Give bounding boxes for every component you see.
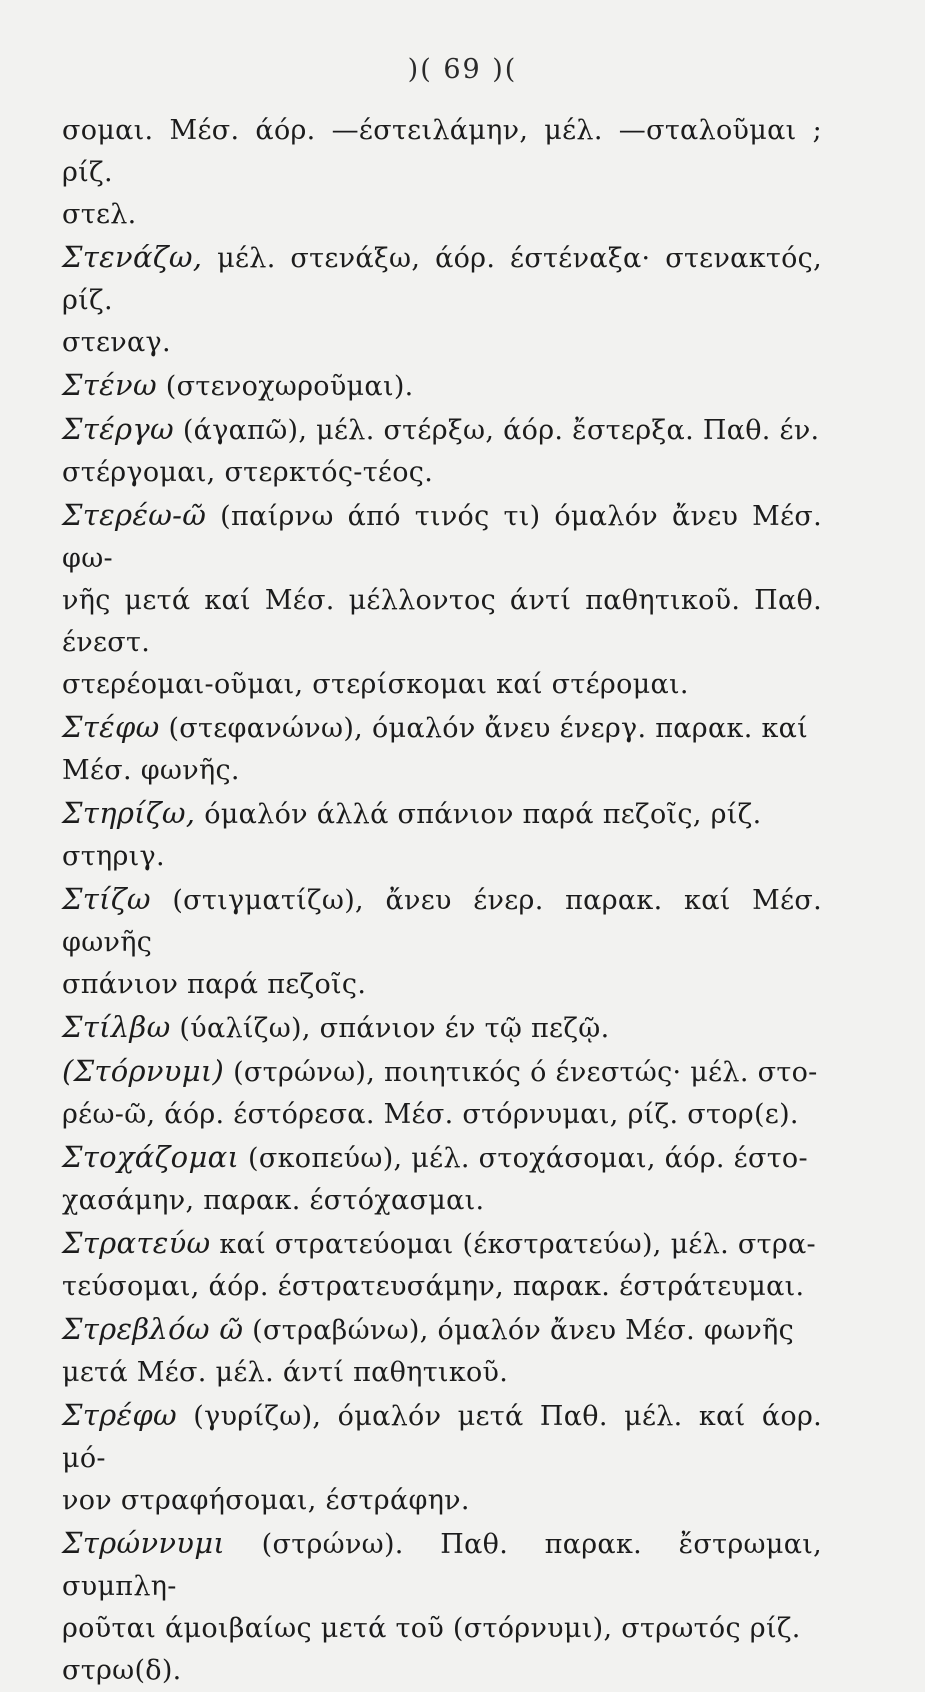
entry-line: σπάνιον παρά πεζοῖς. — [62, 969, 367, 1000]
entry-line: στερέομαι-οῦμαι, στερίσκομαι καί στέρομαι. — [62, 669, 689, 700]
entry-line: χασάμην, παρακ. έστόχασμαι. — [62, 1185, 485, 1216]
entry-headword: Στενάζω, — [62, 240, 203, 274]
entry-line: τεύσομαι, άόρ. έστρατευσάμην, παρακ. έστράτευμαι. — [62, 1271, 805, 1302]
entry-headword: Στέργω — [62, 412, 174, 446]
entry-line: (γυρίζω), όμαλόν μετά Παθ. μέλ. καί άορ. μό- — [62, 1401, 823, 1474]
entry-headword: Στίζω — [62, 882, 151, 916]
dictionary-entry — [62, 364, 822, 408]
entry-line: (ύαλίζω), σπάνιον έν τῷ πεζῷ. — [179, 1013, 610, 1044]
entry-headword: Στένω — [62, 368, 157, 402]
entry-headword: Στρεβλόω ῶ — [62, 1312, 244, 1346]
dictionary-entry — [62, 1308, 822, 1394]
entry-line: νῆς μετά καί Μέσ. μέλλοντος άντί παθητικοῦ. Παθ. ένεστ. — [62, 585, 822, 658]
entry-line: (στενοχωροῦμαι). — [165, 371, 414, 402]
entry-headword: Στρατεύω — [62, 1226, 211, 1260]
entry-line: (στρώνω). Παθ. παρακ. ἔστρωμαι, συμπλη- — [62, 1529, 822, 1602]
entry-line: (στραβώνω), όμαλόν ἄνευ Μέσ. φωνῆς — [252, 1315, 795, 1346]
entry-headword: Στίλβω — [62, 1010, 171, 1044]
entry-line: νον στραφήσομαι, έστράφην. — [62, 1485, 470, 1516]
dictionary-entry — [62, 1222, 822, 1308]
entry-line: μέλ. στενάξω, άόρ. έστέναξα· στενακτός, ρίζ. — [62, 243, 822, 316]
dictionary-body — [62, 110, 822, 1692]
dictionary-entry — [62, 1394, 822, 1522]
dictionary-entry — [62, 1136, 822, 1222]
entry-headword: Στοχάζομαι — [62, 1140, 240, 1174]
dictionary-entry — [62, 1006, 822, 1050]
dictionary-entry — [62, 1522, 822, 1692]
entry-line: (σκοπεύω), μέλ. στοχάσομαι, άόρ. έστο- — [248, 1143, 808, 1174]
page-number-header: )( 69 )( — [407, 54, 518, 85]
dictionary-entry — [62, 706, 822, 792]
entry-line: στηριγ. — [62, 841, 165, 872]
entry-headword: Στηρίζω, — [62, 796, 196, 830]
entry-line: όμαλόν άλλά σπάνιον παρά πεζοῖς, ρίζ. — [204, 799, 762, 830]
entry-headword: Στρέφω — [62, 1398, 177, 1432]
entry-line: μετά Μέσ. μέλ. άντί παθητικοῦ. — [62, 1357, 509, 1388]
entry-line: στελ. — [62, 199, 137, 230]
dictionary-entry — [62, 236, 822, 364]
entry-headword: Στερέω-ῶ — [62, 498, 207, 532]
entry-line: στεναγ. — [62, 327, 171, 358]
entry-line: ροῦται άμοιβαίως μετά τοῦ (στόρνυμι), στρωτός ρίζ. — [62, 1613, 801, 1644]
entry-line: (άγαπῶ), μέλ. στέρξω, άόρ. ἔστερξα. Παθ. έν. — [182, 415, 820, 446]
entry-line: (στεφανώνω), όμαλόν ἄνευ ένεργ. παρακ. καί — [168, 713, 809, 744]
entry-headword: Στρώννυμι — [62, 1526, 226, 1560]
entry-line: Μέσ. φωνῆς. — [62, 755, 240, 786]
entry-line: σομαι. Μέσ. άόρ. —έστειλάμην, μέλ. —σταλοῦμαι ; ρίζ. — [62, 115, 822, 188]
entry-line: καί στρατεύομαι (έκστρατεύω), μέλ. στρα- — [219, 1229, 816, 1260]
entry-line: (παίρνω άπό τινός τι) όμαλόν ἄνευ Μέσ. φω- — [62, 501, 822, 574]
entry-line: (στρώνω), ποιητικός ό ένεστώς· μέλ. στο- — [233, 1057, 818, 1088]
entry-line: (στιγματίζω), ἄνευ ένερ. παρακ. καί Μέσ. φωνῆς — [62, 885, 822, 958]
dictionary-entry — [62, 408, 822, 494]
entry-headword: Στέφω — [62, 710, 160, 744]
entry-line: στρω(δ). — [62, 1655, 182, 1686]
entry-headword: (Στόρνυμι) — [62, 1054, 225, 1088]
dictionary-entry — [62, 878, 822, 1006]
dictionary-entry — [62, 792, 822, 878]
dictionary-entry — [62, 494, 822, 706]
entry-line: ρέω-ῶ, άόρ. έστόρεσα. Μέσ. στόρνυμαι, ρίζ. στορ(ε). — [62, 1099, 799, 1130]
dictionary-entry — [62, 1050, 822, 1136]
dictionary-entry — [62, 110, 822, 236]
entry-line: στέργομαι, στερκτός-τέος. — [62, 457, 434, 488]
